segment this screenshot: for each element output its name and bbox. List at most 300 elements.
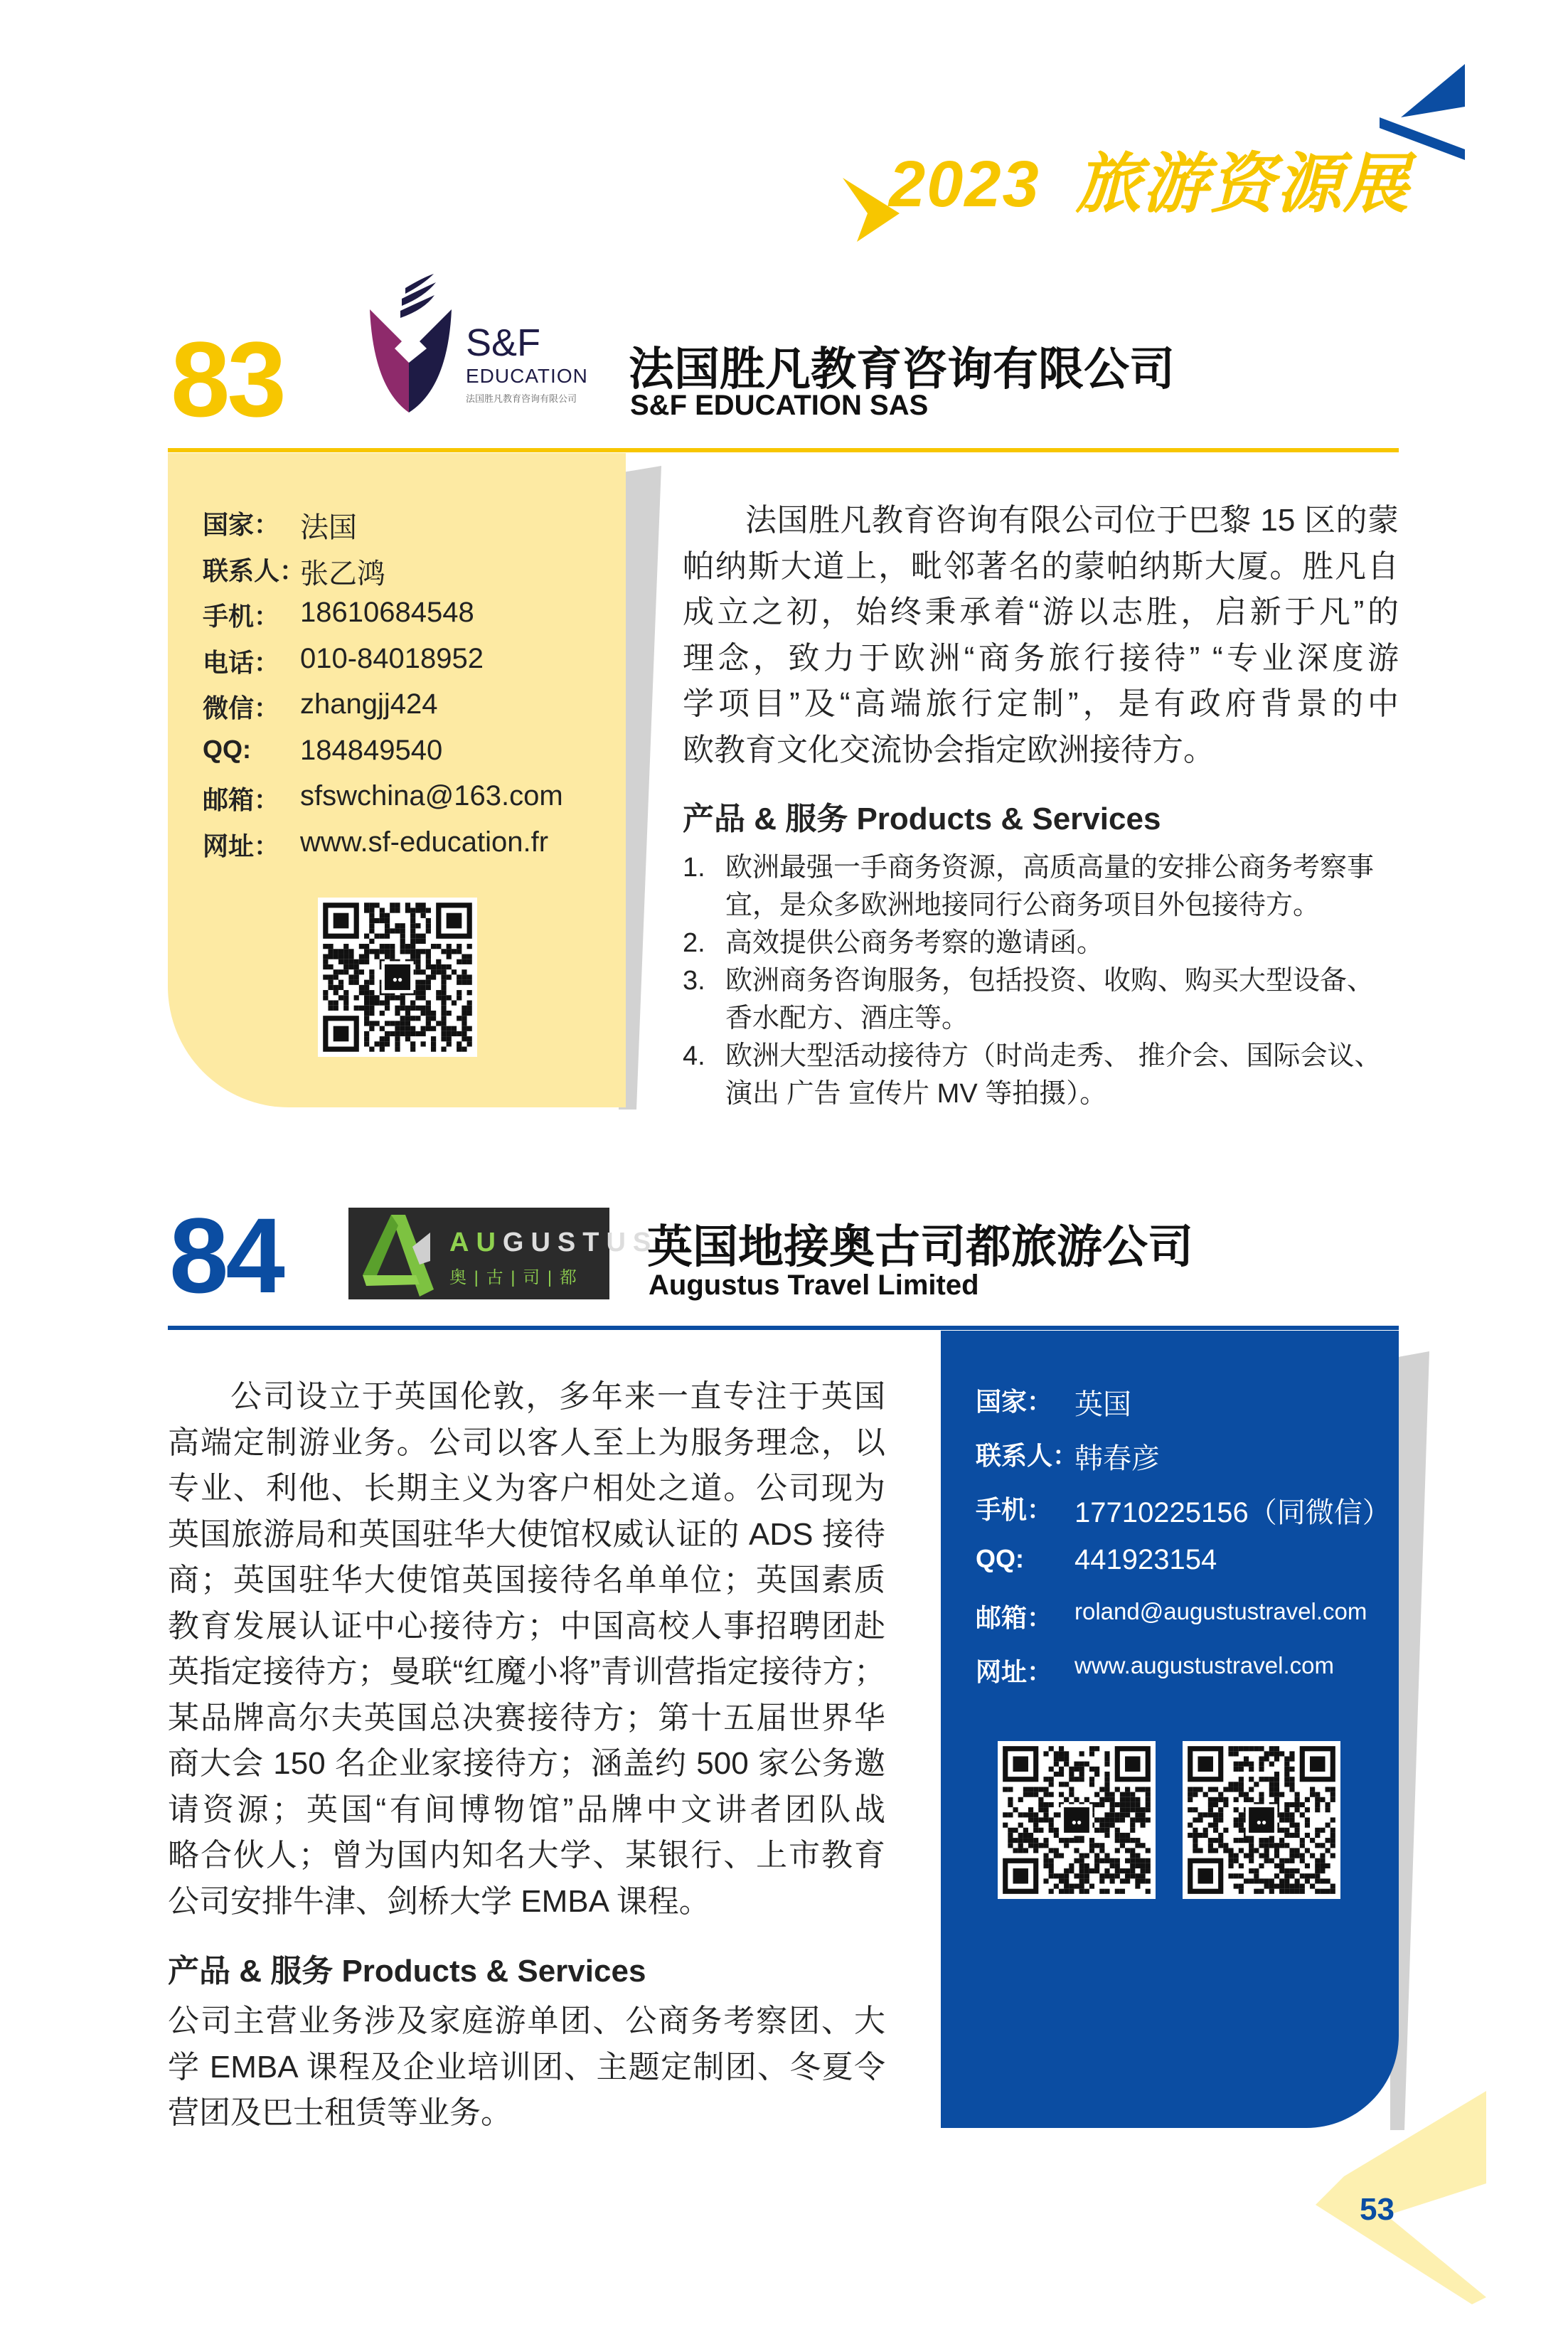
paragraph-line: 教育发展认证中心接待方；中国高校人事招聘团赴 xyxy=(168,1608,885,1644)
qr-module xyxy=(1110,1797,1115,1802)
info-row xyxy=(976,1544,1402,1580)
qr-module xyxy=(421,934,426,939)
qr-module xyxy=(1284,1756,1289,1761)
qr-module xyxy=(436,964,441,969)
qr-module xyxy=(1089,1838,1094,1843)
qr-module xyxy=(1289,1889,1294,1894)
qr-module xyxy=(410,954,415,959)
qr-module xyxy=(1099,1817,1104,1822)
qr-module xyxy=(441,1047,446,1052)
wechat-qr-code[interactable] xyxy=(998,1741,1156,1899)
qr-module xyxy=(1326,1807,1330,1812)
qr-module xyxy=(431,1026,436,1031)
qr-module xyxy=(462,1011,466,1016)
qr-module xyxy=(1049,1777,1054,1782)
qr-module xyxy=(1239,1746,1244,1751)
qr-module xyxy=(1013,1807,1018,1812)
qr-module xyxy=(1099,1843,1104,1848)
qr-module xyxy=(334,990,338,995)
qr-module xyxy=(1130,1868,1135,1873)
year: 2023 xyxy=(889,148,1040,220)
qr-module xyxy=(354,1006,359,1011)
qr-module xyxy=(1054,1833,1059,1838)
paragraph-line: 某品牌高尔夫英国总决赛接待方；第十五届世界华 xyxy=(168,1700,885,1735)
qr-module xyxy=(1315,1843,1320,1848)
qr-module xyxy=(1300,1802,1305,1807)
list-item-line xyxy=(683,1000,1408,1038)
qr-module xyxy=(374,1001,379,1006)
qr-module xyxy=(374,1041,379,1046)
qr-module xyxy=(1135,1812,1140,1817)
qr-module xyxy=(1043,1812,1048,1817)
qr-module xyxy=(1141,1787,1146,1792)
qr-module xyxy=(1059,1853,1064,1858)
qr-module xyxy=(467,980,472,985)
qr-module xyxy=(1193,1792,1198,1797)
contact-info-box xyxy=(941,1331,1399,2128)
info-label: 国家： xyxy=(976,1387,1053,1416)
company-description xyxy=(168,1374,885,1925)
qr-module xyxy=(1223,1797,1228,1802)
qr-module xyxy=(421,913,426,918)
list-number: 4. xyxy=(683,1041,705,1071)
qr-module xyxy=(1274,1863,1279,1868)
qr-module xyxy=(462,1036,466,1041)
qr-module xyxy=(395,1026,400,1031)
qr-module xyxy=(395,1036,400,1041)
qr-module xyxy=(1033,1848,1038,1853)
qr-module xyxy=(1028,1838,1033,1843)
qr-module xyxy=(1300,1838,1305,1843)
qr-module xyxy=(1135,1878,1140,1883)
qr-module xyxy=(1130,1807,1135,1812)
qr-module xyxy=(1289,1833,1294,1838)
qr-module xyxy=(1008,1828,1013,1833)
qr-module xyxy=(1125,1787,1130,1792)
qr-module xyxy=(1141,1868,1146,1873)
qr-module xyxy=(1049,1792,1054,1797)
qr-module xyxy=(431,1016,436,1021)
qr-module xyxy=(441,1016,446,1021)
qr-module xyxy=(431,1036,436,1041)
wechat-icon: ●● xyxy=(392,974,403,984)
qr-module xyxy=(354,964,359,969)
qr-module xyxy=(1033,1823,1038,1828)
qr-module xyxy=(1330,1787,1335,1792)
qr-module xyxy=(1218,1843,1223,1848)
qr-module xyxy=(1315,1889,1320,1894)
qr-module xyxy=(380,1011,385,1016)
paragraph-line: 商大会 150 名企业家接待方；涵盖约 500 家公务邀 xyxy=(168,1746,885,1781)
qr-module xyxy=(1274,1777,1279,1782)
qr-module xyxy=(369,908,374,912)
qr-module xyxy=(1254,1889,1259,1894)
qr-module xyxy=(1269,1751,1274,1756)
qr-module xyxy=(1089,1848,1094,1853)
qr-module xyxy=(1059,1889,1064,1894)
qr-module xyxy=(405,1026,410,1031)
qr-module xyxy=(462,1016,466,1021)
qr-finder xyxy=(1310,1756,1325,1771)
qr-module xyxy=(400,1016,405,1021)
qr-module xyxy=(1130,1817,1135,1822)
qr-module xyxy=(1084,1889,1089,1894)
qr-module xyxy=(1043,1807,1048,1812)
qr-module xyxy=(1018,1843,1023,1848)
qr-module xyxy=(410,1016,415,1021)
qr-module xyxy=(328,1006,333,1011)
paragraph-line: 公司安排牛津、剑桥大学 EMBA 课程。 xyxy=(168,1883,710,1919)
qr-module xyxy=(369,1026,374,1031)
qr-module xyxy=(1141,1873,1146,1878)
qr-module xyxy=(1234,1838,1239,1843)
qr-module xyxy=(343,1006,348,1011)
qr-module xyxy=(1259,1889,1264,1894)
qr-module xyxy=(1074,1858,1079,1863)
qr-module xyxy=(323,954,328,959)
info-row xyxy=(203,643,629,679)
qr-module xyxy=(1274,1787,1279,1792)
qr-module xyxy=(1028,1812,1033,1817)
qr-module xyxy=(1120,1807,1125,1812)
qr-module xyxy=(364,934,369,939)
qr-module xyxy=(1305,1823,1310,1828)
qr-module xyxy=(1023,1787,1028,1792)
qr-module xyxy=(1264,1838,1269,1843)
qr-module xyxy=(395,908,400,912)
qr-module xyxy=(1289,1751,1294,1756)
qr-module xyxy=(1125,1873,1130,1878)
qr-module xyxy=(1120,1878,1125,1883)
qr-module xyxy=(415,980,420,985)
qr-module xyxy=(1125,1848,1130,1853)
qr-module xyxy=(1320,1797,1325,1802)
qr-module xyxy=(364,1031,369,1036)
sf-education-logo xyxy=(366,274,587,416)
qr-module xyxy=(390,949,395,954)
exhibition-title xyxy=(889,132,1410,225)
qr-module xyxy=(426,959,431,964)
qr-module xyxy=(1094,1817,1099,1822)
wechat-qr-code[interactable] xyxy=(1183,1741,1340,1899)
qr-module xyxy=(1089,1782,1094,1787)
qr-module xyxy=(1089,1746,1094,1751)
qr-module xyxy=(390,928,395,933)
qr-module xyxy=(1146,1817,1151,1822)
qr-module xyxy=(421,980,426,985)
qr-module xyxy=(1054,1751,1059,1756)
qr-module xyxy=(1043,1863,1048,1868)
qr-module xyxy=(1249,1838,1254,1843)
qr-module xyxy=(1295,1802,1300,1807)
qr-module xyxy=(441,969,446,974)
qr-module xyxy=(1043,1858,1048,1863)
qr-module xyxy=(1239,1848,1244,1853)
qr-module xyxy=(1326,1863,1330,1868)
info-label: 网址： xyxy=(203,831,280,861)
qr-module xyxy=(1239,1828,1244,1833)
info-label: 邮箱： xyxy=(203,785,280,814)
qr-module xyxy=(395,1031,400,1036)
qr-module xyxy=(1223,1848,1228,1853)
qr-module xyxy=(328,985,333,990)
qr-module xyxy=(1079,1858,1084,1863)
qr-module xyxy=(1049,1767,1054,1772)
qr-module xyxy=(1274,1751,1279,1756)
qr-module xyxy=(1120,1833,1125,1838)
qr-module xyxy=(385,1021,390,1026)
qr-module xyxy=(1289,1823,1294,1828)
qr-module xyxy=(415,903,420,908)
qr-module xyxy=(1049,1828,1054,1833)
qr-module xyxy=(380,949,385,954)
qr-module xyxy=(1023,1828,1028,1833)
qr-module xyxy=(1104,1792,1109,1797)
qr-module xyxy=(1069,1792,1074,1797)
paragraph-line: 成立之初，始终秉承着“游以志胜，启新于凡”的 xyxy=(683,595,1399,629)
qr-module xyxy=(457,1016,462,1021)
qr-module xyxy=(1279,1838,1284,1843)
qr-module xyxy=(1274,1797,1279,1802)
qr-module xyxy=(1213,1817,1218,1822)
qr-module xyxy=(421,985,426,990)
qr-module xyxy=(385,918,390,923)
qr-module xyxy=(369,913,374,918)
qr-module xyxy=(1049,1848,1054,1853)
qr-module xyxy=(1110,1858,1115,1863)
qr-module xyxy=(328,980,333,985)
qr-module xyxy=(410,1041,415,1046)
qr-module xyxy=(1115,1838,1120,1843)
qr-module xyxy=(1289,1884,1294,1889)
qr-module xyxy=(1054,1756,1059,1761)
qr-module xyxy=(1094,1767,1099,1772)
list-text: 宜，是众多欧洲地接同行公商务项目外包接待方。 xyxy=(725,890,1321,920)
qr-module xyxy=(380,918,385,923)
wechat-qr-code[interactable] xyxy=(318,898,477,1057)
qr-module xyxy=(410,918,415,923)
paragraph-line: 公司主营业务涉及家庭游单团、公商务考察团、大 xyxy=(168,2004,885,2038)
qr-module xyxy=(359,944,364,949)
entry-number: 83 xyxy=(171,319,284,439)
list-text: 欧洲最强一手商务资源，高质高量的安排公商务考察事 xyxy=(725,853,1375,883)
qr-module xyxy=(1141,1843,1146,1848)
qr-module xyxy=(1120,1792,1125,1797)
qr-module xyxy=(1104,1812,1109,1817)
qr-module xyxy=(1239,1762,1244,1767)
qr-finder xyxy=(447,913,462,929)
qr-module xyxy=(369,1001,374,1006)
qr-module xyxy=(447,995,452,1000)
qr-module xyxy=(462,980,466,985)
qr-module xyxy=(1234,1782,1239,1787)
qr-module xyxy=(1330,1833,1335,1838)
qr-module xyxy=(359,959,364,964)
qr-module xyxy=(1146,1792,1151,1797)
qr-module xyxy=(1239,1767,1244,1772)
qr-finder xyxy=(1013,1868,1028,1883)
qr-module xyxy=(467,954,472,959)
qr-module xyxy=(1146,1858,1151,1863)
qr-module xyxy=(1254,1868,1259,1873)
qr-module xyxy=(369,928,374,933)
qr-module xyxy=(338,985,343,990)
qr-module xyxy=(1203,1792,1208,1797)
qr-module xyxy=(343,954,348,959)
qr-module xyxy=(1320,1828,1325,1833)
qr-module xyxy=(369,1006,374,1011)
qr-module xyxy=(348,954,353,959)
qr-module xyxy=(1084,1797,1089,1802)
qr-module xyxy=(1104,1777,1109,1782)
qr-module xyxy=(1295,1889,1300,1894)
qr-module xyxy=(364,995,369,1000)
qr-module xyxy=(1295,1853,1300,1858)
qr-module xyxy=(1043,1853,1048,1858)
qr-module xyxy=(1023,1838,1028,1843)
qr-module xyxy=(390,954,395,959)
qr-module xyxy=(1141,1812,1146,1817)
qr-module xyxy=(1141,1817,1146,1822)
qr-module xyxy=(1008,1787,1013,1792)
qr-module xyxy=(1099,1873,1104,1878)
qr-module xyxy=(1089,1777,1094,1782)
qr-module xyxy=(1089,1868,1094,1873)
qr-module xyxy=(354,980,359,985)
qr-module xyxy=(426,918,431,923)
qr-module xyxy=(1094,1858,1099,1863)
qr-module xyxy=(1284,1858,1289,1863)
qr-module xyxy=(1198,1817,1202,1822)
qr-module xyxy=(1069,1863,1074,1868)
qr-module xyxy=(1295,1828,1300,1833)
info-row xyxy=(976,1598,1402,1634)
qr-module xyxy=(1239,1777,1244,1782)
qr-module xyxy=(1094,1853,1099,1858)
qr-module xyxy=(385,913,390,918)
products-text xyxy=(168,1999,885,2137)
qr-module xyxy=(1320,1878,1325,1883)
qr-module xyxy=(343,964,348,969)
info-value: 韩春彦 xyxy=(1074,1443,1160,1474)
info-label: 国家： xyxy=(203,510,280,539)
qr-module xyxy=(1213,1848,1218,1853)
qr-module xyxy=(374,949,379,954)
qr-module xyxy=(1125,1802,1130,1807)
qr-module xyxy=(426,1006,431,1011)
qr-module xyxy=(395,903,400,908)
qr-module xyxy=(1228,1787,1233,1792)
qr-module xyxy=(1104,1762,1109,1767)
qr-module xyxy=(1104,1868,1109,1873)
qr-module xyxy=(1234,1873,1239,1878)
qr-module xyxy=(1033,1817,1038,1822)
qr-module xyxy=(1330,1884,1335,1889)
qr-module xyxy=(415,1016,420,1021)
qr-module xyxy=(1315,1863,1320,1868)
qr-module xyxy=(415,934,420,939)
qr-module xyxy=(1125,1838,1130,1843)
qr-module xyxy=(1084,1853,1089,1858)
qr-module xyxy=(369,974,374,979)
qr-module xyxy=(1269,1889,1274,1894)
qr-module xyxy=(1146,1868,1151,1873)
qr-module xyxy=(1064,1868,1069,1873)
qr-module xyxy=(1326,1878,1330,1883)
qr-module xyxy=(1115,1889,1120,1894)
qr-module xyxy=(1330,1843,1335,1848)
qr-module xyxy=(1244,1762,1249,1767)
qr-module xyxy=(1135,1858,1140,1863)
qr-module xyxy=(1028,1817,1033,1822)
qr-module xyxy=(410,1026,415,1031)
qr-module xyxy=(436,944,441,949)
qr-module xyxy=(1239,1782,1244,1787)
qr-module xyxy=(1310,1873,1315,1878)
qr-module xyxy=(354,974,359,979)
qr-module xyxy=(1284,1878,1289,1883)
list-item-line xyxy=(683,1038,1408,1075)
info-value: 法国 xyxy=(300,512,357,543)
qr-module xyxy=(410,923,415,928)
qr-module xyxy=(1315,1792,1320,1797)
qr-module xyxy=(1104,1853,1109,1858)
qr-module xyxy=(328,944,333,949)
qr-module xyxy=(1089,1751,1094,1756)
qr-module xyxy=(1003,1787,1008,1792)
qr-module xyxy=(1013,1828,1018,1833)
qr-module xyxy=(426,928,431,933)
qr-module xyxy=(348,949,353,954)
qr-module xyxy=(1315,1802,1320,1807)
qr-module xyxy=(1125,1868,1130,1873)
qr-module xyxy=(1064,1838,1069,1843)
qr-module xyxy=(374,995,379,1000)
qr-module xyxy=(1198,1787,1202,1792)
qr-module xyxy=(410,949,415,954)
qr-module xyxy=(457,974,462,979)
qr-module xyxy=(405,944,410,949)
qr-module xyxy=(1295,1868,1300,1873)
products-heading: 产品 & 服务 Products & Services xyxy=(683,802,1161,836)
qr-module xyxy=(1054,1884,1059,1889)
qr-module xyxy=(1208,1838,1213,1843)
qr-module xyxy=(405,1021,410,1026)
qr-module xyxy=(1284,1889,1289,1894)
qr-module xyxy=(421,1031,426,1036)
qr-module xyxy=(369,903,374,908)
qr-module xyxy=(1064,1878,1069,1883)
qr-module xyxy=(1033,1792,1038,1797)
info-label: 电话： xyxy=(203,647,280,677)
qr-module xyxy=(1115,1817,1120,1822)
qr-module xyxy=(1054,1762,1059,1767)
qr-module xyxy=(457,1047,462,1052)
qr-module xyxy=(436,995,441,1000)
info-value: 17710225156（同微信） xyxy=(1074,1497,1391,1528)
qr-module xyxy=(1239,1884,1244,1889)
qr-module xyxy=(410,939,415,944)
qr-module xyxy=(1315,1878,1320,1883)
qr-module xyxy=(441,974,446,979)
qr-module xyxy=(1330,1797,1335,1802)
qr-module xyxy=(1284,1833,1289,1838)
qr-module xyxy=(447,949,452,954)
qr-module xyxy=(1234,1807,1239,1812)
qr-module xyxy=(1120,1889,1125,1894)
qr-module xyxy=(1249,1868,1254,1873)
qr-module xyxy=(1193,1833,1198,1838)
